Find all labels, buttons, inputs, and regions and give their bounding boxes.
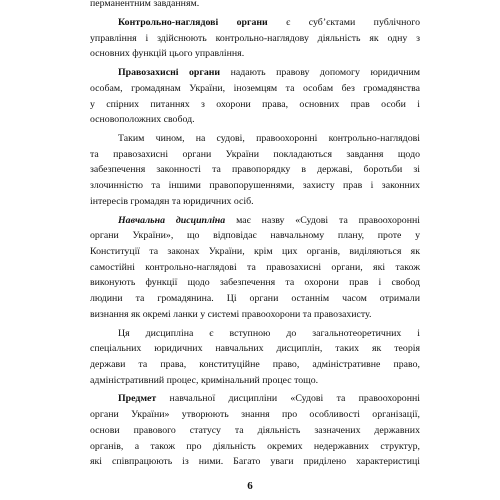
text-span: має назву «Судові та правоохоронні [225, 214, 420, 226]
paragraph-introductory [90, 326, 420, 389]
text-line: адміністративний процес, кримінальний процес тощо. [90, 374, 319, 386]
text-line: основоположних свобод. [90, 114, 195, 126]
text-line: перманентним завданням. [90, 0, 200, 10]
text-line: у спірних питаннях з охорони права, основних прав особи і [90, 98, 420, 110]
text-line: основи правового статусу та діяльність зазначених державних [90, 424, 420, 436]
text-line: забезпечення законності та правопорядку в державі, боротьби зі [90, 164, 420, 176]
text-span: є суб’єктами публічного [267, 16, 420, 28]
text-line [90, 15, 420, 31]
text-line: виконують функції щодо забезпечення та охорони прав і свобод [90, 277, 420, 289]
text-line: людини та громадянина. Ці органи останнім часом отримали [90, 293, 420, 305]
term-bold: Контрольно-наглядові органи [118, 16, 268, 28]
paragraph-rights-bodies [90, 65, 420, 128]
paragraph-summary [90, 131, 420, 210]
text-line: органів, а також про діяльність окремих недержавних структур, [90, 440, 420, 452]
text-line: визнання як окремі ланки у системі правоохорони та правозахисту. [90, 308, 372, 320]
text-line: Ця дисципліна є вступною до загальнотеоретичних і [118, 327, 420, 339]
text-line: злочинністю та іншими правопорушеннями, захисту прав і законних [90, 180, 420, 192]
text-line: органи України», що відповідає навчальному плану, проте у [90, 230, 420, 242]
term-bold: Правозахисні органи [118, 67, 221, 79]
paragraph-continuation [90, 0, 420, 12]
text-line: управління і здійснюють контрольно-наглядову діяльність як одну з [90, 32, 420, 44]
text-span: навчальної дисципліни «Судові та правоохоронні [156, 393, 420, 405]
text-line: основних функцій цього управління. [90, 48, 245, 60]
text-line: спеціальних юридичних навчальних дисциплін, таких як теорія [90, 343, 420, 355]
text-line: самостійні контрольно-наглядові та правозахисні органи, які також [90, 261, 420, 273]
page-number: 6 [247, 480, 253, 492]
text-line: інтересів громадян та юридичних осіб. [90, 195, 254, 207]
term-bold-italic: Навчальна дисципліна [118, 214, 226, 226]
text-span: надають правову допомогу юридичним [220, 67, 420, 79]
text-line: особам, громадянам України, іноземцям та особам без громадянства [90, 82, 420, 94]
text-line: Таким чином, на судові, правоохоронні контрольно-наглядові [118, 132, 420, 144]
paragraph-discipline [90, 213, 420, 323]
text-line: держави та права, конституційне право, адміністративне право, [90, 358, 420, 370]
text-line [90, 65, 420, 81]
text-line [90, 213, 420, 229]
text-line: та правозахисні органи України покладаються завдання щодо [90, 148, 420, 160]
term-bold: Предмет [118, 393, 157, 405]
paragraph-control-bodies [90, 15, 420, 62]
text-line: Конституції та законах України, крім цих органів, виділяються як [90, 245, 420, 257]
text-line [90, 391, 420, 407]
paragraph-subject [90, 391, 420, 470]
text-line: які співпрацюють із ними. Багато уваги приділено характеристиці [90, 456, 420, 468]
text-line: органи України» утворюють знання про особливості організації, [90, 409, 420, 421]
